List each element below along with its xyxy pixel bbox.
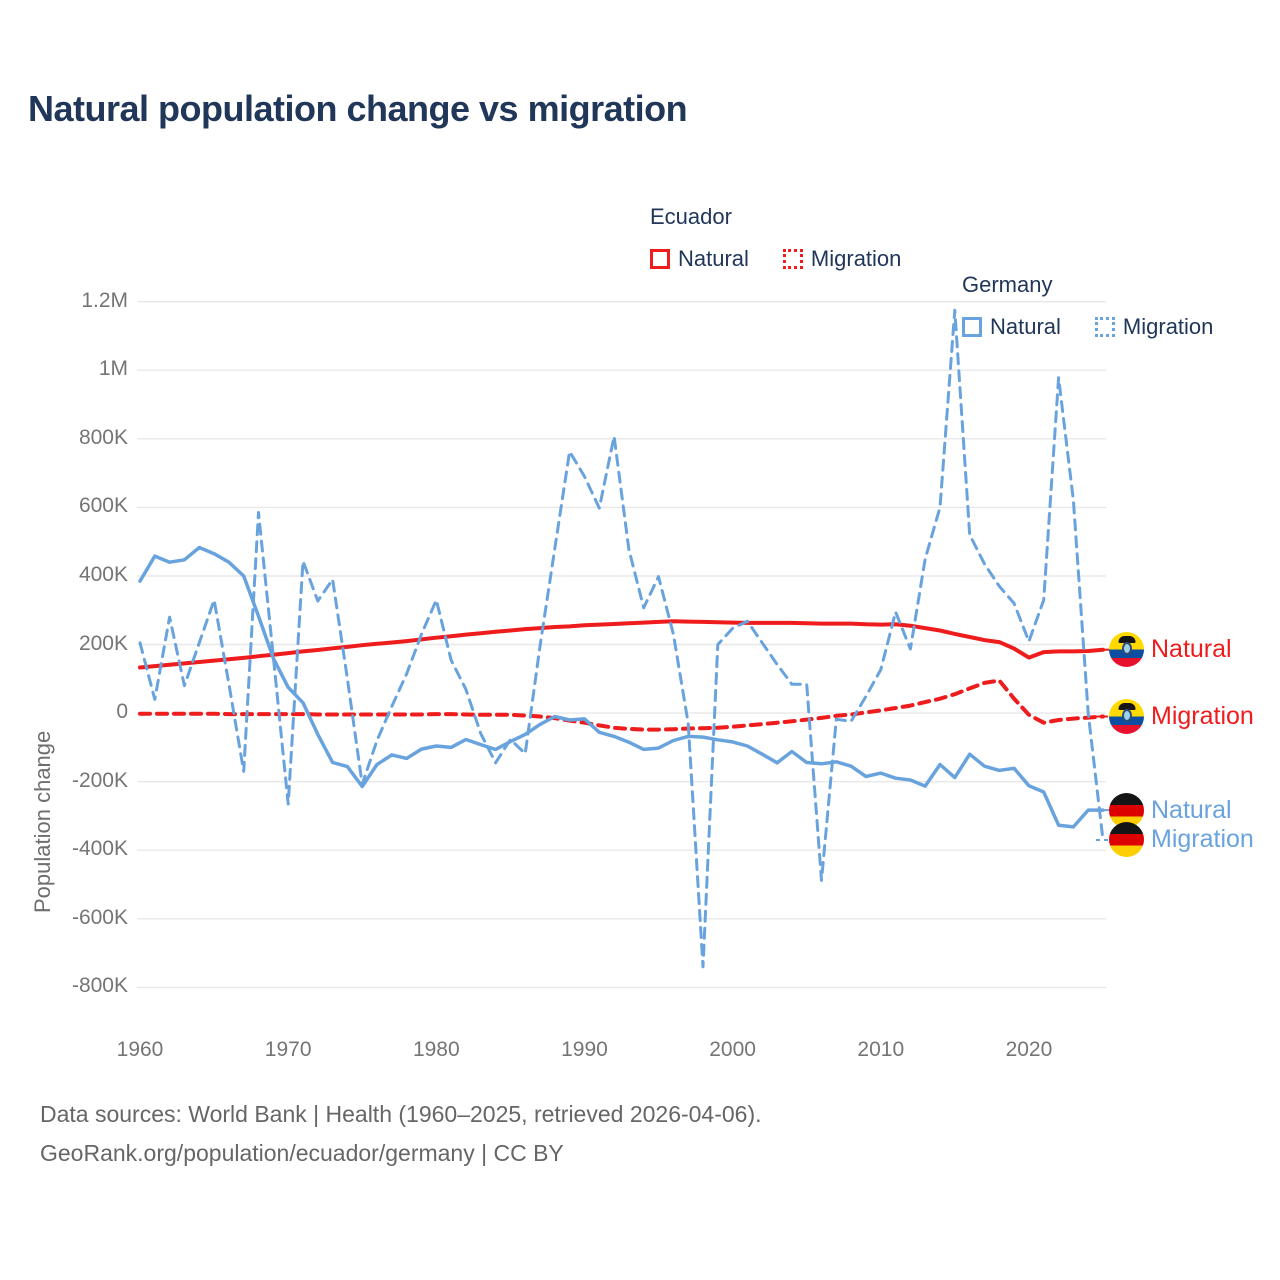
y-tick-label: 800K: [78, 425, 128, 449]
legend-group-ecuador: [650, 204, 1280, 272]
legend-label-germany-natural: Natural: [990, 314, 1061, 339]
x-tick-label: 2020: [1005, 1038, 1053, 1061]
y-tick-label: 600K: [78, 494, 128, 518]
annotation-germany-migration: [1109, 822, 1254, 857]
y-tick-label: -800K: [71, 974, 128, 998]
germany-flag-icon: [1109, 822, 1144, 857]
page-title: Natural population change vs migration: [28, 88, 688, 129]
legend-group-germany: [962, 272, 1280, 340]
annotation-label-ecuador-migration: Migration: [1151, 702, 1254, 731]
legend-swatch-ecuador-natural-icon: [650, 249, 670, 269]
annotation-ecuador-migration: [1109, 699, 1254, 734]
footer-source-line: Data sources: World Bank | Health (1960–2025, retrieved 2026-04-06).: [40, 1101, 762, 1127]
x-tick-label: 2010: [857, 1038, 905, 1061]
x-tick-label: 1970: [264, 1038, 312, 1061]
y-tick-label: 400K: [78, 562, 128, 586]
annotation-label-ecuador-natural: Natural: [1151, 635, 1232, 664]
y-axis-title: Population change: [30, 730, 55, 914]
legend-swatch-ecuador-migration-icon: [783, 249, 803, 269]
annotation-label-germany-natural: Natural: [1151, 795, 1232, 824]
y-tick-label: -200K: [71, 768, 128, 792]
footer-url-line: GeoRank.org/population/ecuador/germany | CC BY: [40, 1140, 564, 1166]
germany-migration-line: [140, 310, 1103, 967]
y-tick-label: 1.2M: [81, 288, 128, 312]
legend-swatch-germany-natural-icon: [962, 317, 982, 337]
y-tick-label: 200K: [78, 631, 128, 655]
ecuador-flag-icon: [1109, 632, 1144, 667]
legend-swatch-germany-migration-icon: [1095, 317, 1115, 337]
y-tick-label: -400K: [71, 837, 128, 861]
x-tick-label: 1990: [561, 1038, 608, 1061]
legend-country-germany: Germany: [962, 272, 1053, 297]
legend-country-ecuador: Ecuador: [650, 204, 732, 229]
legend-label-ecuador-natural: Natural: [678, 246, 749, 271]
annotation-label-germany-migration: Migration: [1151, 825, 1254, 854]
y-tick-label: 1M: [98, 357, 128, 381]
legend-label-germany-migration: Migration: [1122, 314, 1214, 339]
ecuador-flag-icon: [1109, 699, 1144, 734]
x-tick-label: 1960: [116, 1038, 164, 1061]
germany-natural-line: [140, 548, 1103, 827]
annotation-ecuador-natural: [1109, 632, 1232, 667]
y-tick-label: 0: [116, 700, 128, 724]
x-tick-label: 2000: [709, 1038, 756, 1061]
ecuador-migration-line: [140, 681, 1103, 730]
x-tick-label: 1980: [412, 1038, 460, 1061]
legend-label-ecuador-migration: Migration: [810, 246, 902, 271]
y-tick-label: -600K: [71, 905, 128, 929]
